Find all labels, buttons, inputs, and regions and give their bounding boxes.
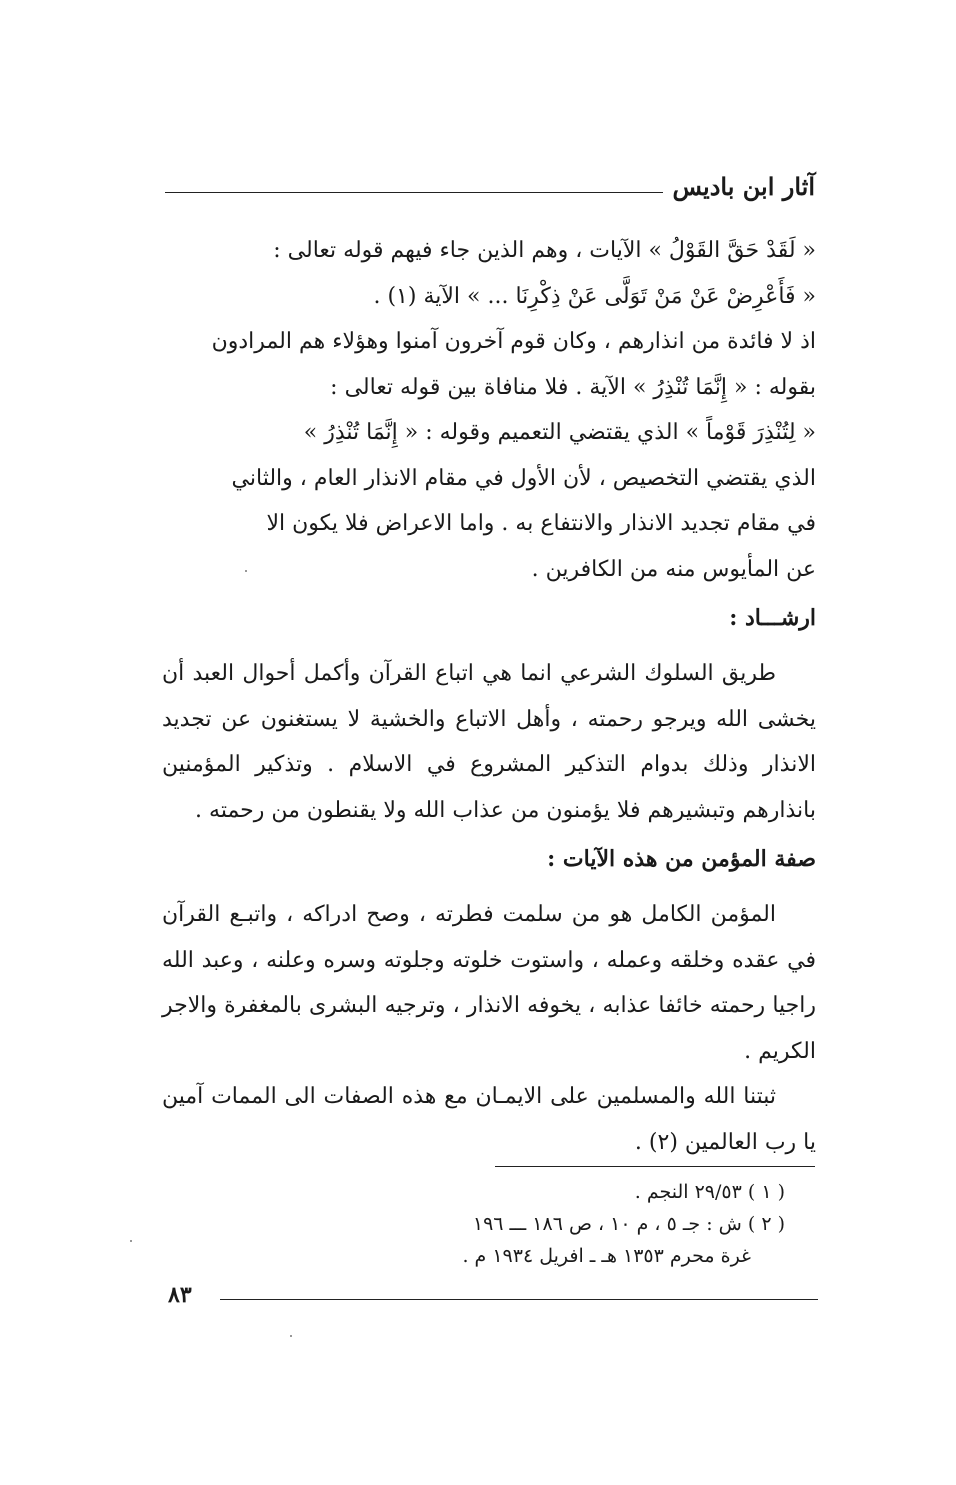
body-text bbox=[162, 228, 816, 1165]
page-number: ٨٣ bbox=[168, 1282, 192, 1308]
page-footer bbox=[168, 1282, 818, 1312]
footnote: ( ١ ) ٢٩/٥٣ النجم . bbox=[634, 1181, 785, 1203]
paragraph: المؤمن الكامل هو من سلمت فطرته ، وصح ادراكه ، واتبـع القرآن في عقده وخلقه وعمله ، واستوت خلوته وجلوته وسره وعلنه ، وعبد الله راجيا رحمته خائفا عذابه ، يخوفه الانذار ، وترجيه البشرى بالمغفرة والاجر الكريم . bbox=[162, 902, 816, 1064]
scan-speck bbox=[130, 1240, 132, 1242]
text-line: « لَقَدْ حَقَّ القَوْلُ » الآيات ، وهم الذين جاء فيهم قوله تعالى : bbox=[273, 238, 816, 263]
text-line: « لِتُنْذِرَ قَوْماً » الذي يقتضي التعميم وقوله : « إِنَّمَا تُنْذِرُ » bbox=[303, 420, 816, 445]
text-line: بقوله : « إِنَّمَا تُنْذِرُ » الآية . فلا منافاة بين قوله تعالى : bbox=[330, 374, 816, 400]
scan-speck bbox=[290, 1335, 292, 1337]
footer-rule bbox=[220, 1299, 818, 1300]
text-line: الذي يقتضي التخصيص ، لأن الأول في مقام الانذار العام ، والثاني bbox=[231, 465, 816, 491]
running-header bbox=[165, 172, 815, 212]
section-heading-believer: صفة المؤمن من هذه الآيات : bbox=[547, 846, 816, 872]
paragraph: ثبتنا الله والمسلمين على الايمـان مع هذه الصفات الى الممات آمين يا رب العالمين (٢) . bbox=[162, 1084, 816, 1155]
text-line: في مقام تجديد الانذار والانتفاع به . واما الاعراض فلا يكون الا bbox=[266, 511, 816, 536]
book-title: آثار ابن باديس bbox=[672, 172, 815, 201]
section-heading-irshad: ارشـــاد : bbox=[729, 605, 816, 631]
footnote-rule bbox=[495, 1166, 815, 1167]
footnote: ( ٢ ) ش : جـ ٥ ، م ١٠ ، ص ١٨٦ ـــ ١٩٦ bbox=[472, 1213, 785, 1235]
scan-speck bbox=[245, 570, 247, 572]
footnote-source: غرة محرم ١٣٥٣ هـ ـ افريل ١٩٣٤ م . bbox=[462, 1245, 751, 1267]
paragraph: طريق السلوك الشرعي انما هي اتباع القرآن وأكمل أحوال العبد أن يخشى الله ويرجو رحمته ، وأهل الاتباع والخشية لا يستغنون عن تجديد الانذار وذلك بدوام التذكير المشروع في الاسلام . وتذكير المؤمنين بانذارهم وتبشيرهم فلا يؤمنون من عذاب الله ولا يقنطون من رحمته . bbox=[162, 661, 816, 823]
header-rule bbox=[165, 192, 663, 193]
text-line: عن المأيوس منه من الكافرين . bbox=[531, 556, 816, 582]
footnotes bbox=[320, 1176, 785, 1272]
text-line: « فَأَعْرِضْ عَنْ مَنْ تَوَلَّى عَنْ ذِكْرِنَا ... » الآية (١) . bbox=[373, 283, 816, 309]
text-line: اذ لا فائدة من انذارهم ، وكان قوم آخرون آمنوا وهؤلاء هم المرادون bbox=[211, 329, 816, 354]
